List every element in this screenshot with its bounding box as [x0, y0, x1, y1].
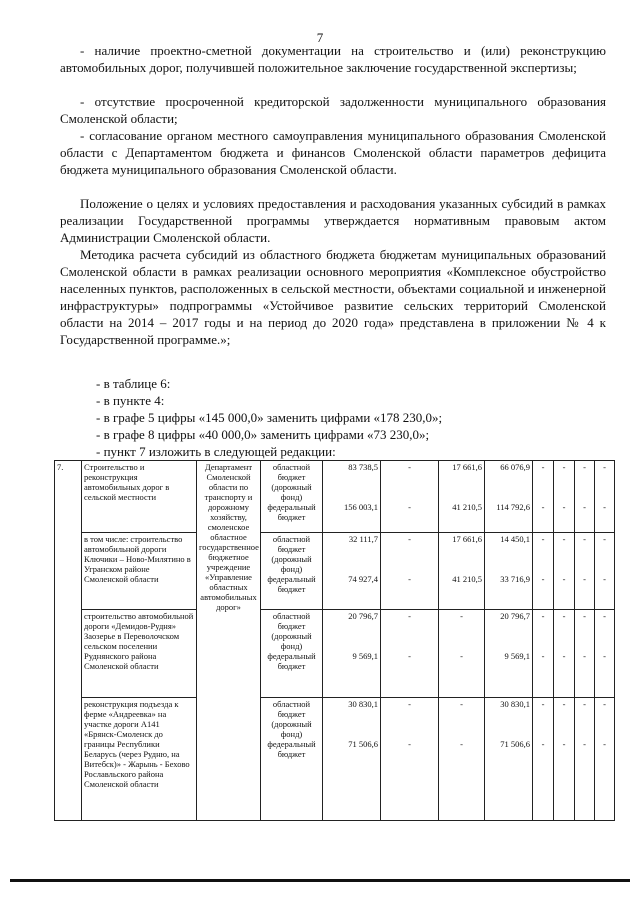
row-name: реконструкция подъезда к ферме «Андреевка» на участке дороги А141 «Брянск-Смоленск до границы Республики Беларусь (через Рудню, на Витебск)» - Жарынь - Бехово Рославльского района Смоленской области — [82, 698, 197, 821]
row-number: 7. — [55, 461, 82, 821]
value: - — [408, 574, 411, 584]
value: 41 210,5 — [452, 574, 482, 584]
funding-source — [261, 461, 323, 533]
value: 9 569,1 — [352, 651, 378, 661]
row-name: Строительство и реконструкция автомобильных дорог в сельской местности — [82, 461, 197, 533]
value: 14 450,1 — [500, 534, 530, 544]
value: - — [408, 534, 411, 544]
line-item4: - в пункте 4: — [96, 393, 165, 408]
value: 20 796,7 — [500, 611, 530, 621]
total-cell — [323, 698, 381, 821]
value: - — [541, 739, 545, 749]
value: - — [460, 739, 463, 749]
value: 17 661,6 — [452, 534, 482, 544]
value: - — [562, 462, 566, 472]
paragraph-2: - отсутствие просроченной кредиторской задолженности муниципального образования Смоленской области; — [60, 94, 606, 126]
value: - — [541, 534, 545, 544]
dash-cell — [575, 610, 595, 698]
value: - — [562, 502, 566, 512]
value: - — [603, 739, 606, 749]
col8-cell — [485, 698, 533, 821]
value: - — [603, 699, 606, 709]
source-federal: федеральный бюджет — [267, 651, 316, 671]
value: - — [583, 502, 586, 512]
value: - — [562, 611, 566, 621]
value: - — [562, 739, 566, 749]
value: - — [583, 699, 586, 709]
value: - — [583, 651, 586, 661]
value: - — [460, 699, 463, 709]
line-table6: - в таблице 6: — [96, 376, 171, 391]
dash-cell — [554, 610, 575, 698]
col8-cell — [485, 610, 533, 698]
value: 71 506,6 — [500, 739, 530, 749]
col6-cell — [381, 610, 439, 698]
value: - — [562, 699, 566, 709]
col8-cell — [485, 533, 533, 610]
value: 30 830,1 — [500, 699, 530, 709]
col8-cell — [485, 461, 533, 533]
col6-cell — [381, 698, 439, 821]
value: - — [583, 611, 586, 621]
value: - — [583, 739, 586, 749]
funding-source — [261, 698, 323, 821]
value: - — [562, 651, 566, 661]
value: - — [603, 611, 606, 621]
paragraph-4: Положение о целях и условиях предоставления и расходования указанных субсидий в рамках реализации Государственной программы утверждается нормативным правовым актом Администрации Смоленской области. — [60, 196, 606, 245]
dash-cell — [575, 461, 595, 533]
paragraph-1: - наличие проектно-сметной документации на строительство и (или) реконструкцию автомобильных дорог, получившей положительное заключение государственной экспертизы; — [60, 43, 606, 75]
value: - — [541, 462, 545, 472]
line-column5: - в графе 5 цифры «145 000,0» заменить цифрами «178 230,0»; — [96, 410, 443, 425]
value: 71 506,6 — [348, 739, 378, 749]
table-row — [55, 533, 615, 610]
value: - — [603, 462, 606, 472]
value: - — [408, 651, 411, 661]
dash-cell — [595, 610, 615, 698]
value: - — [583, 574, 586, 584]
value: - — [541, 574, 545, 584]
value: 83 738,5 — [348, 462, 378, 472]
value: - — [583, 534, 586, 544]
col7-cell — [439, 461, 485, 533]
value: 30 830,1 — [348, 699, 378, 709]
page-bottom-rule — [10, 879, 630, 882]
table-row — [55, 461, 615, 533]
value: 9 569,1 — [504, 651, 530, 661]
value: - — [408, 699, 411, 709]
value: 17 661,6 — [452, 462, 482, 472]
total-cell — [323, 461, 381, 533]
table-row — [55, 610, 615, 698]
dash-cell — [595, 698, 615, 821]
dash-cell — [575, 698, 595, 821]
dash-cell — [533, 461, 554, 533]
value: - — [460, 651, 463, 661]
source-regional: областной бюджет (дорожный фонд) — [271, 611, 312, 651]
line-column8: - в графе 8 цифры «40 000,0» заменить цифрами «73 230,0»; — [96, 427, 430, 442]
line-item7: - пункт 7 изложить в следующей редакции: — [96, 444, 336, 459]
source-regional: областной бюджет (дорожный фонд) — [271, 699, 312, 739]
dash-cell — [595, 533, 615, 610]
col6-cell — [381, 461, 439, 533]
dash-cell — [533, 610, 554, 698]
table-row — [55, 698, 615, 821]
dash-cell — [554, 533, 575, 610]
col6-cell — [381, 533, 439, 610]
value: 74 927,4 — [348, 574, 378, 584]
dash-cell — [575, 533, 595, 610]
value: - — [460, 611, 463, 621]
dash-cell — [595, 461, 615, 533]
col7-cell — [439, 698, 485, 821]
funding-source — [261, 610, 323, 698]
source-federal: федеральный бюджет — [267, 574, 316, 594]
value: - — [541, 502, 545, 512]
value: - — [408, 739, 411, 749]
dash-cell — [554, 698, 575, 821]
value: - — [408, 611, 411, 621]
row-name: строительство автомобильной дороги «Демидов-Рудня» Заозерье в Переволочском сельском поселении Руднянского района Смоленской области — [82, 610, 197, 698]
col7-cell — [439, 533, 485, 610]
paragraph-5: Методика расчета субсидий из областного бюджета бюджетам муниципальных образований Смоленской области в рамках реализации основного мероприятия «Комплексное обустройство населенных пунктов, расположенных в сельской местности, объектами социальной и инженерной инфраструктуры» подпрограммы «Устойчивое развитие сельских территорий Смоленской области на 2014 – 2017 годы и на период до 2020 года» представлена в приложении № 4 к Государственной программе.»; — [60, 247, 606, 347]
paragraph-3: - согласование органом местного самоуправления муниципального образования Смоленской области с Департаментом бюджета и финансов Смоленской области параметров дефицита бюджета муниципального образования Смоленской области. — [60, 128, 606, 177]
source-federal: федеральный бюджет — [267, 739, 316, 759]
source-regional: областной бюджет (дорожный фонд) — [271, 462, 312, 502]
value: - — [541, 699, 545, 709]
budget-table — [54, 460, 615, 821]
value: 156 003,1 — [344, 502, 378, 512]
page-number: 7 — [316, 30, 324, 45]
value: - — [562, 574, 566, 584]
row-name: в том числе: строительство автомобильной дороги Ключики – Ново-Милятино в Угранском районе Смоленской области — [82, 533, 197, 610]
value: 41 210,5 — [452, 502, 482, 512]
executor: Департамент Смоленской области по транспорту и дорожному хозяйству, смоленское областное государственное бюджетное учреждение «Управление областных автомобильных дорог» — [197, 461, 261, 821]
dash-cell — [554, 461, 575, 533]
value: - — [583, 462, 586, 472]
value: - — [408, 462, 411, 472]
source-regional: областной бюджет (дорожный фонд) — [271, 534, 312, 574]
total-cell — [323, 533, 381, 610]
funding-source — [261, 533, 323, 610]
value: 32 111,7 — [348, 534, 378, 544]
value: - — [603, 574, 606, 584]
value: - — [603, 502, 606, 512]
value: 66 076,9 — [500, 462, 530, 472]
dash-cell — [533, 533, 554, 610]
total-cell — [323, 610, 381, 698]
value: 114 792,6 — [496, 502, 530, 512]
value: - — [562, 534, 566, 544]
value: - — [541, 651, 545, 661]
value: - — [541, 611, 545, 621]
source-federal: федеральный бюджет — [267, 502, 316, 522]
dash-cell — [533, 698, 554, 821]
value: - — [408, 502, 411, 512]
col7-cell — [439, 610, 485, 698]
value: 33 716,9 — [500, 574, 530, 584]
value: 20 796,7 — [348, 611, 378, 621]
value: - — [603, 534, 606, 544]
value: - — [603, 651, 606, 661]
